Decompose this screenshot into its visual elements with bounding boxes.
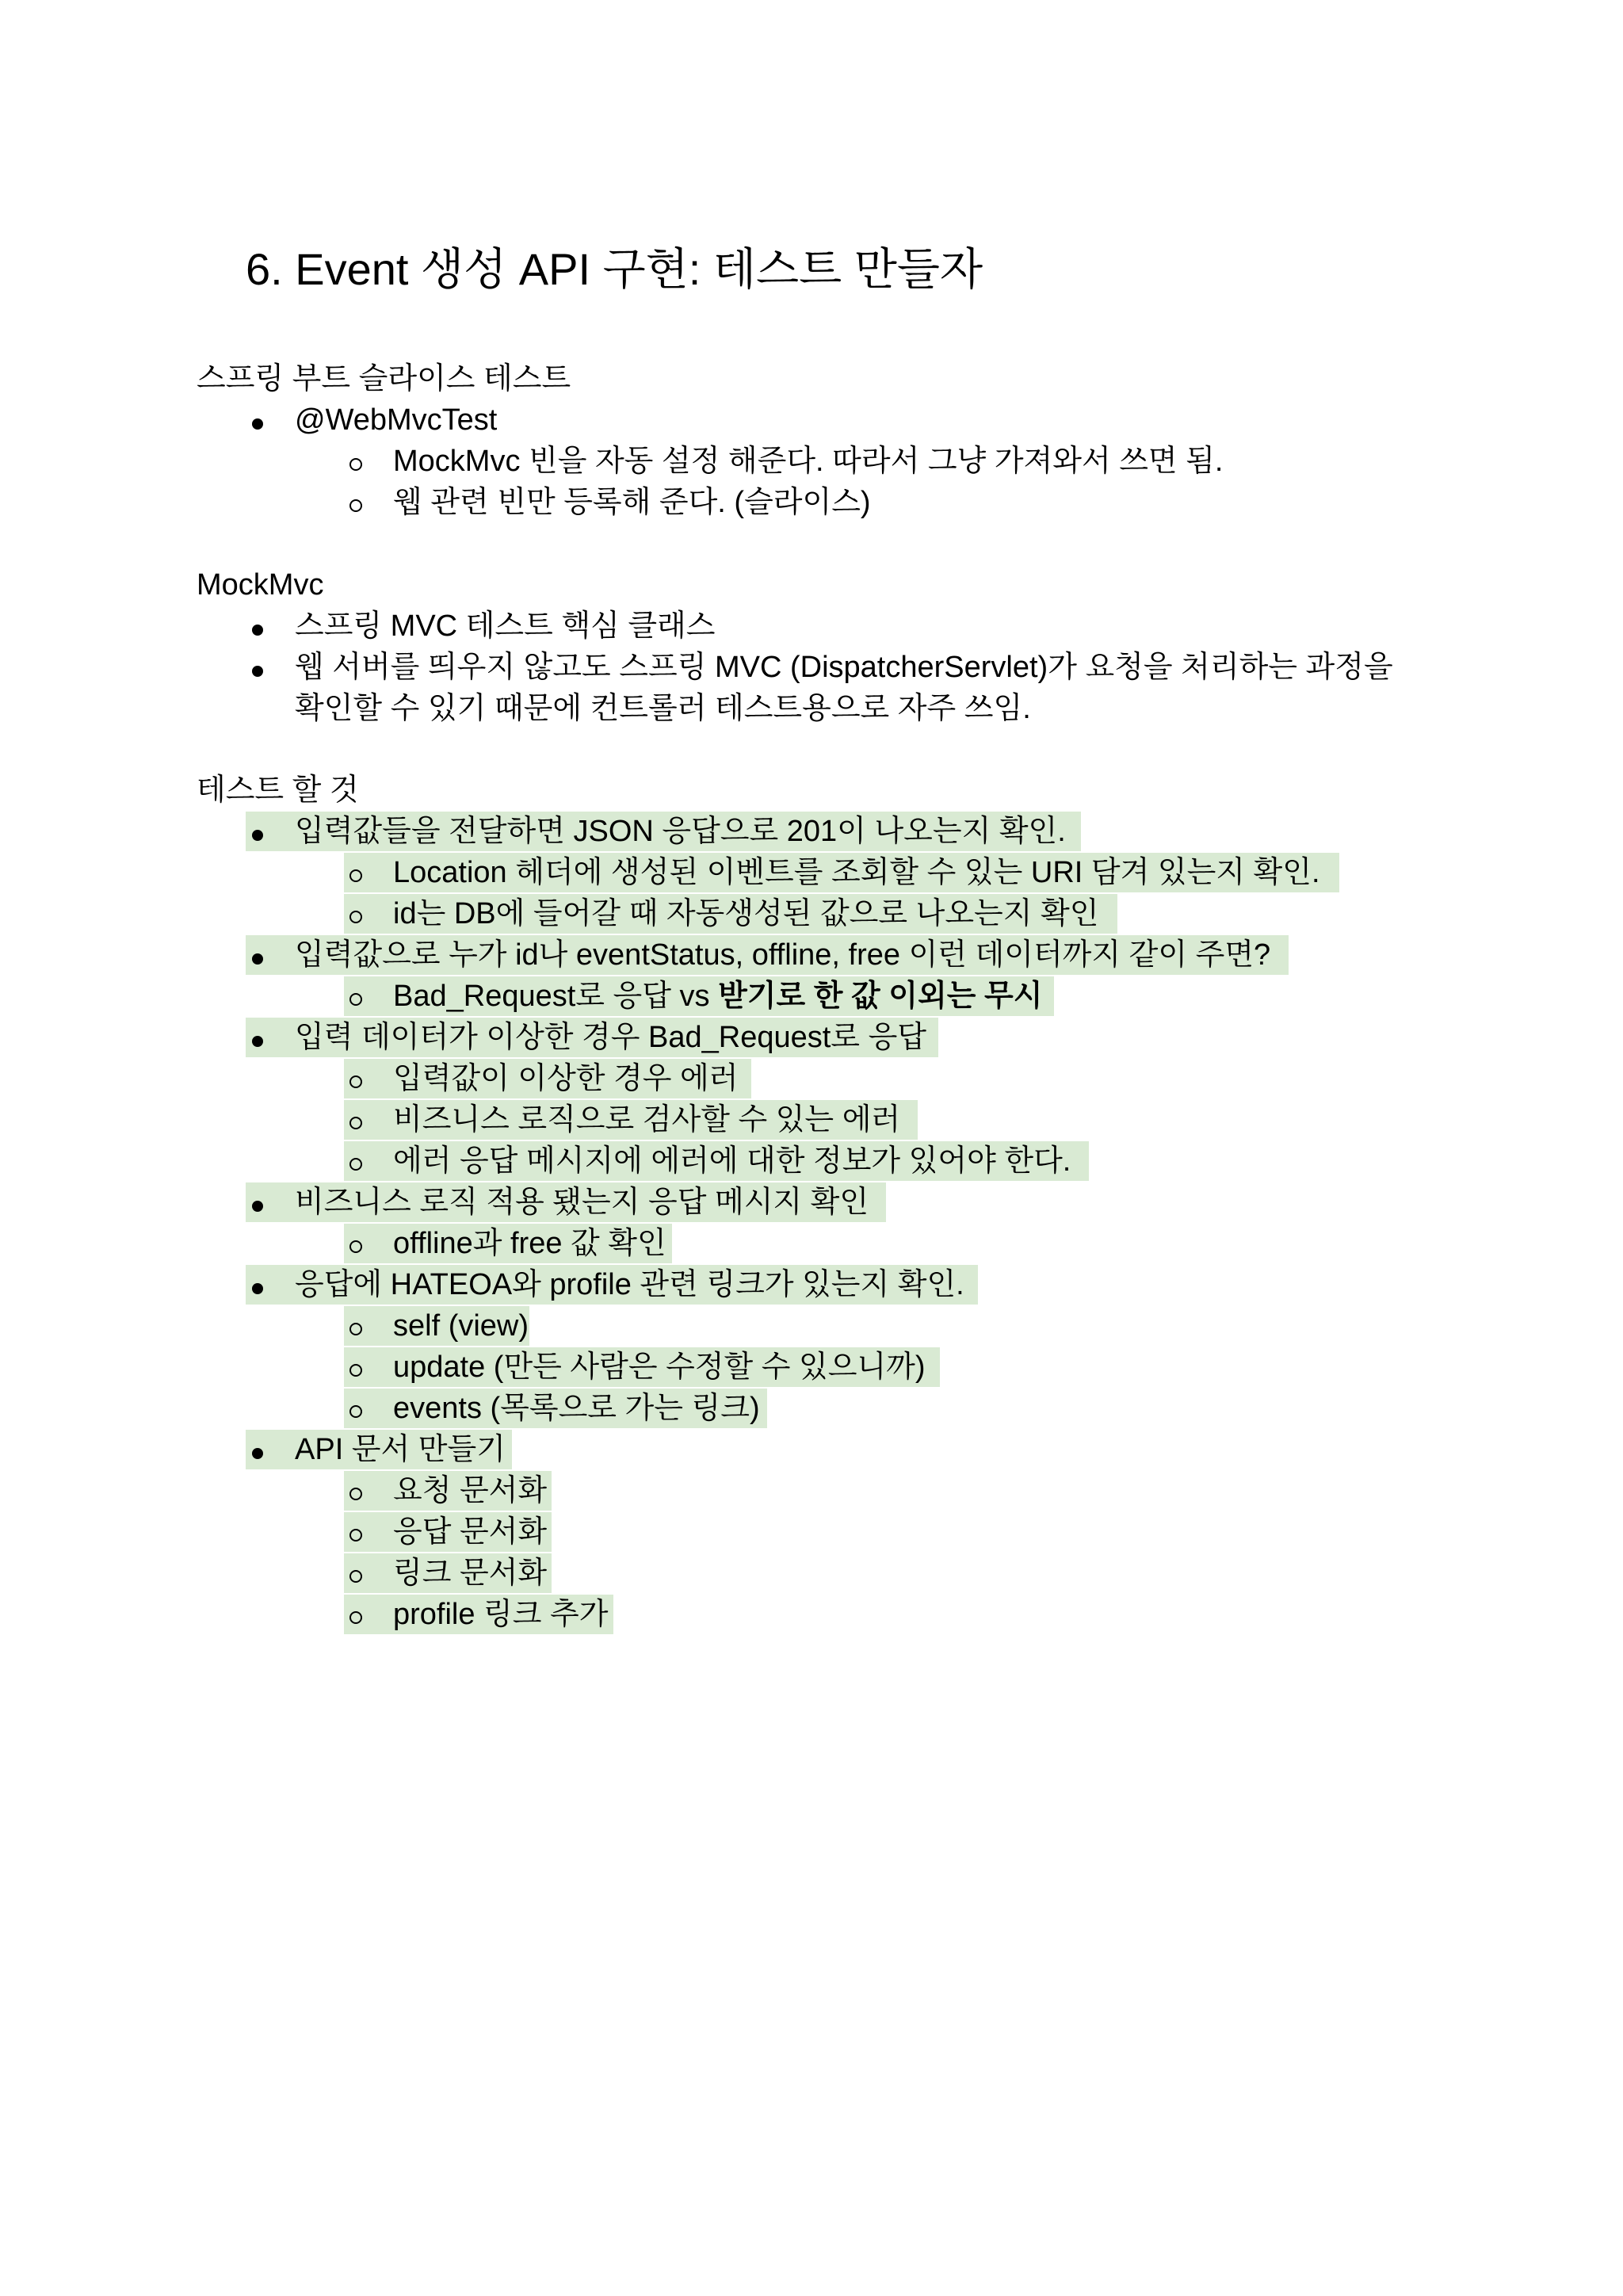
bullet-ring-icon — [344, 1059, 368, 1098]
list-item: offline과 free 값 확인 — [0, 1224, 1623, 1263]
section-heading-slice-test: 스프링 부트 슬라이스 테스트 — [197, 362, 571, 395]
bullet-dot-icon — [246, 812, 269, 851]
bullet-ring-icon — [344, 853, 368, 892]
bullet-ring-icon — [344, 1553, 368, 1593]
list-item: events (목록으로 가는 링크) — [0, 1389, 1623, 1428]
list-item: 웹 서버를 띄우지 않고도 스프링 MVC (DispatcherServlet)가 요청을 처리하는 과정을 — [0, 648, 1623, 687]
bullet-ring-icon — [344, 1141, 368, 1181]
bullet-dot-icon — [246, 1430, 269, 1469]
bullet-ring-icon — [344, 1512, 368, 1552]
list-item: 링크 문서화 — [0, 1553, 1623, 1593]
bullet-dot-icon — [246, 935, 269, 975]
bullet-ring-icon — [344, 1389, 368, 1428]
list-item: 응답 문서화 — [0, 1512, 1623, 1552]
list-item: self (view) — [0, 1306, 1623, 1346]
bullet-ring-icon — [344, 483, 368, 522]
bullet-dot-icon — [246, 1018, 269, 1057]
bullet-ring-icon — [344, 1100, 368, 1140]
list-item: MockMvc 빈을 자동 설정 해준다. 따라서 그냥 가져와서 쓰면 됨. — [0, 441, 1623, 481]
emphasis-text: 받기로 한 값 이외는 무시 — [718, 980, 1043, 1013]
list-item: Bad_Request로 응답 vs 받기로 한 값 이외는 무시 — [0, 976, 1623, 1016]
list-item: 입력값이 이상한 경우 에러 — [0, 1059, 1623, 1098]
list-item: 요청 문서화 — [0, 1471, 1623, 1511]
list-item: 웹 관련 빈만 등록해 준다. (슬라이스) — [0, 483, 1623, 522]
bullet-ring-icon — [344, 441, 368, 481]
bullet-ring-icon — [344, 1471, 368, 1511]
bullet-ring-icon — [344, 894, 368, 934]
bullet-ring-icon — [344, 976, 368, 1016]
list-item: 입력값으로 누가 id나 eventStatus, offline, free 이런 데이터까지 같이 주면? — [0, 935, 1623, 975]
bullet-dot-icon — [246, 648, 269, 687]
bullet-dot-icon — [246, 606, 269, 646]
list-item: Location 헤더에 생성된 이벤트를 조회할 수 있는 URI 담겨 있는지 확인. — [0, 853, 1623, 892]
list-item: 입력값들을 전달하면 JSON 응답으로 201이 나오는지 확인. — [0, 812, 1623, 851]
bullet-dot-icon — [246, 400, 269, 440]
list-item: 비즈니스 로직으로 검사할 수 있는 에러 — [0, 1100, 1623, 1140]
bullet-ring-icon — [344, 1306, 368, 1346]
bullet-ring-icon — [344, 1224, 368, 1263]
page-title: 6. Event 생성 API 구현: 테스트 만들자 — [246, 244, 983, 294]
list-item: update (만든 사람은 수정할 수 있으니까) — [0, 1347, 1623, 1387]
bullet-dot-icon — [246, 1265, 269, 1305]
section-heading-tests: 테스트 할 것 — [197, 774, 359, 807]
section-heading-mockmvc: MockMvc — [197, 568, 324, 602]
list-item: 에러 응답 메시지에 에러에 대한 정보가 있어야 한다. — [0, 1141, 1623, 1181]
bullet-ring-icon — [344, 1347, 368, 1387]
list-item: 비즈니스 로직 적용 됐는지 응답 메시지 확인 — [0, 1182, 1623, 1222]
bullet-dot-icon — [246, 1182, 269, 1222]
list-item: profile 링크 추가 — [0, 1595, 1623, 1634]
list-item: 스프링 MVC 테스트 핵심 클래스 — [0, 606, 1623, 646]
list-item: @WebMvcTest — [0, 400, 1623, 440]
list-item-continuation: 확인할 수 있기 때문에 컨트롤러 테스트용으로 자주 쓰임. — [295, 692, 1031, 725]
list-item: id는 DB에 들어갈 때 자동생성된 값으로 나오는지 확인 — [0, 894, 1623, 934]
list-item: 입력 데이터가 이상한 경우 Bad_Request로 응답 — [0, 1018, 1623, 1057]
list-item: API 문서 만들기 — [0, 1430, 1623, 1469]
list-item: 응답에 HATEOA와 profile 관련 링크가 있는지 확인. — [0, 1265, 1623, 1305]
bullet-ring-icon — [344, 1595, 368, 1634]
